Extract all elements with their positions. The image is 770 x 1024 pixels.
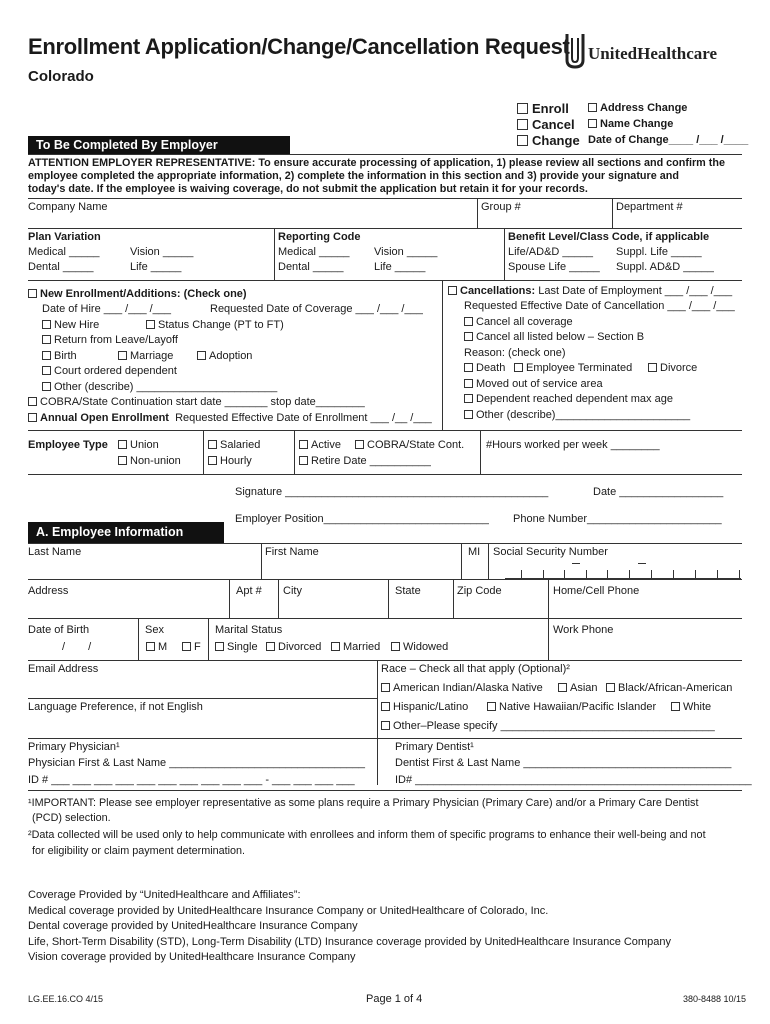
active-checkbox[interactable]: Active <box>299 439 341 451</box>
signature-field[interactable]: Signature ___________________________________________ <box>235 486 549 498</box>
physician-name-field[interactable]: Physician First & Last Name ________________________________ <box>28 757 365 769</box>
zip-field[interactable]: Zip Code <box>457 585 502 597</box>
moved-out-checkbox[interactable]: Moved out of service area <box>464 378 603 390</box>
birth-checkbox[interactable]: Birth <box>42 350 77 362</box>
am-indian-checkbox[interactable]: American Indian/Alaska Native <box>381 682 543 694</box>
emp-terminated-checkbox[interactable]: Employee Terminated <box>514 362 632 374</box>
hourly-checkbox[interactable]: Hourly <box>208 455 252 467</box>
footnote-1: ¹IMPORTANT: Please see employer representative as some plans require a Primary Physician (Primary Care) and/or a Primary Care Dentist <box>28 797 699 809</box>
sex-label: Sex <box>145 624 164 636</box>
rc-medical-field[interactable]: Medical _____ <box>278 246 350 258</box>
name-change-checkbox[interactable]: Name Change <box>588 118 673 130</box>
physician-id-field[interactable]: ID # ___ ___ ___ ___ ___ ___ ___ ___ ___ ___ - ___ ___ ___ ___ <box>28 774 355 786</box>
page-number: Page 1 of 4 <box>366 993 423 1005</box>
new-hire-checkbox[interactable]: New Hire <box>42 319 99 331</box>
dob-field[interactable]: Date of Birth <box>28 624 90 636</box>
court-ordered-checkbox[interactable]: Court ordered dependent <box>42 365 177 377</box>
footnote-2b: for eligibility or claim payment determination. <box>32 845 246 857</box>
attention-text-2: employee completed the appropriate information, 2) complete the information in this section and 3) provide your signature and <box>28 170 679 182</box>
other-specify-checkbox[interactable]: Other–Please specify ___________________________________ <box>381 720 715 732</box>
coverage-line-4: Life, Short-Term Disability (STD), Long-Term Disability (LTD) Insurance coverage provided by UnitedHealthcare Insurance Company <box>28 936 671 948</box>
cancel-checkbox[interactable]: Cancel <box>517 117 575 132</box>
life-add-field[interactable]: Life/AD&D _____ <box>508 246 593 258</box>
company-name-field[interactable]: Company Name <box>28 201 108 213</box>
work-phone-field[interactable]: Work Phone <box>553 624 614 636</box>
address-change-checkbox[interactable]: Address Change <box>588 102 687 114</box>
annual-open-enrollment-checkbox[interactable]: Annual Open Enrollment Requested Effective Date of Enrollment ___ /__ /___ <box>28 412 432 424</box>
married-checkbox[interactable]: Married <box>331 641 380 653</box>
employer-section-bar: To Be Completed By Employer <box>28 136 290 154</box>
new-enrollment-checkbox[interactable]: New Enrollment/Additions: (Check one) <box>28 288 247 300</box>
date-of-change-field[interactable]: Date of Change____ /___ /____ <box>588 134 749 146</box>
rc-life-field[interactable]: Life _____ <box>374 261 426 273</box>
last-name-field[interactable]: Last Name <box>28 546 82 558</box>
suppl-add-field[interactable]: Suppl. AD&D _____ <box>616 261 714 273</box>
city-field[interactable]: City <box>283 585 302 597</box>
rc-vision-field[interactable]: Vision _____ <box>374 246 438 258</box>
plan-variation-label: Plan Variation <box>28 231 101 243</box>
hours-worked-field[interactable]: #Hours worked per week ________ <box>486 439 660 451</box>
change-checkbox[interactable]: Change <box>517 133 580 148</box>
coverage-line-5: Vision coverage provided by UnitedHealthcare Insurance Company <box>28 951 356 963</box>
form-code-right: 380-8488 10/15 <box>683 994 747 1004</box>
spouse-life-field[interactable]: Spouse Life _____ <box>508 261 600 273</box>
return-leave-checkbox[interactable]: Return from Leave/Layoff <box>42 334 178 346</box>
coverage-line-3: Dental coverage provided by UnitedHealthcare Insurance Company <box>28 920 358 932</box>
employee-section-bar: A. Employee Information <box>28 522 224 543</box>
address-field[interactable]: Address <box>28 585 69 597</box>
footnote-1b: (PCD) selection. <box>32 812 111 824</box>
nat-hawaiian-checkbox[interactable]: Native Hawaiian/Pacific Islander <box>487 701 656 713</box>
cancel-all-listed-checkbox[interactable]: Cancel all listed below – Section B <box>464 331 644 343</box>
marriage-checkbox[interactable]: Marriage <box>118 350 173 362</box>
reason-label: Reason: (check one) <box>464 347 566 359</box>
employer-position-field[interactable]: Employer Position___________________________ <box>235 513 489 525</box>
home-cell-phone-field[interactable]: Home/Cell Phone <box>553 585 640 597</box>
retire-date-checkbox[interactable]: Retire Date __________ <box>299 455 431 467</box>
primary-physician-label: Primary Physician¹ <box>28 741 120 753</box>
apt-field[interactable]: Apt # <box>236 585 262 597</box>
reporting-code-label: Reporting Code <box>278 231 361 243</box>
widowed-checkbox[interactable]: Widowed <box>391 641 448 653</box>
sex-f-checkbox[interactable]: F <box>182 641 201 653</box>
divorced-checkbox[interactable]: Divorced <box>266 641 321 653</box>
req-eff-cancel-field[interactable]: Requested Effective Date of Cancellation ___ /___ /___ <box>464 300 735 312</box>
coverage-line-2: Medical coverage provided by UnitedHealthcare Insurance Company or UnitedHealthcare of Colorado, Inc. <box>28 905 549 917</box>
employee-type-label: Employee Type <box>28 439 108 451</box>
attention-text-3: today's date. If the employee is waiving coverage, do not submit the application but retain it for your records. <box>28 183 588 195</box>
brand-name: UnitedHealthcare <box>588 44 718 63</box>
rc-dental-field[interactable]: Dental _____ <box>278 261 344 273</box>
group-number-field[interactable]: Group # <box>481 201 521 213</box>
primary-dentist-label: Primary Dentist¹ <box>395 741 474 753</box>
requested-coverage-date-field[interactable]: Requested Date of Coverage ___ /___ /___ <box>210 303 423 315</box>
dob-slashes: / / <box>62 641 92 653</box>
white-checkbox[interactable]: White <box>671 701 711 713</box>
adoption-checkbox[interactable]: Adoption <box>197 350 252 362</box>
sex-m-checkbox[interactable]: M <box>146 641 167 653</box>
cobra-state-checkbox[interactable]: COBRA/State Cont. <box>355 439 464 451</box>
state-name: Colorado <box>28 68 94 85</box>
race-label: Race – Check all that apply (Optional)² <box>381 663 570 675</box>
mi-field[interactable]: MI <box>468 546 481 558</box>
plan-dental-field[interactable]: Dental _____ <box>28 261 94 273</box>
employer-phone-field[interactable]: Phone Number______________________ <box>513 513 722 525</box>
black-checkbox[interactable]: Black/African-American <box>606 682 732 694</box>
cobra-continuation-checkbox[interactable]: COBRA/State Continuation start date _______ stop date________ <box>28 396 365 408</box>
other-describe-checkbox[interactable]: Other (describe) _______________________ <box>42 381 277 393</box>
first-name-field[interactable]: First Name <box>265 546 319 558</box>
email-field[interactable]: Email Address <box>28 663 99 675</box>
marital-status-label: Marital Status <box>215 624 283 636</box>
divorce-checkbox[interactable]: Divorce <box>648 362 697 374</box>
form-code-left: LG.EE.16.CO 4/15 <box>28 994 104 1004</box>
status-change-checkbox[interactable]: Status Change (PT to FT) <box>146 319 284 331</box>
other-desc2-checkbox[interactable]: Other (describe)______________________ <box>464 409 690 421</box>
date-of-hire-field[interactable]: Date of Hire ___ /___ /___ <box>42 303 172 315</box>
plan-vision-field[interactable]: Vision _____ <box>130 246 194 258</box>
enroll-checkbox[interactable]: Enroll <box>517 101 569 116</box>
coverage-line-1: Coverage Provided by “UnitedHealthcare and Affiliates”: <box>28 889 301 901</box>
footnote-2: ²Data collected will be used only to help communicate with enrollees and inform them of specific programs to enhance their well-being and not <box>28 829 706 841</box>
plan-life-field[interactable]: Life _____ <box>130 261 182 273</box>
cancel-all-coverage-checkbox[interactable]: Cancel all coverage <box>464 316 573 328</box>
dentist-id-field[interactable]: ID# _______________________________________________________ <box>395 774 752 786</box>
union-checkbox[interactable]: Union <box>118 439 159 451</box>
suppl-life-field[interactable]: Suppl. Life _____ <box>616 246 702 258</box>
cancellations-checkbox[interactable]: Cancellations: Last Date of Employment ___ /___ /___ <box>448 285 732 297</box>
attention-text-1: ATTENTION EMPLOYER REPRESENTATIVE: To ensure accurate processing of application, 1) please review all sections and confirm the <box>28 157 725 169</box>
page-title: Enrollment Application/Change/Cancellation Request <box>28 34 570 59</box>
plan-medical-field[interactable]: Medical _____ <box>28 246 100 258</box>
dentist-name-field[interactable]: Dentist First & Last Name __________________________________ <box>395 757 732 769</box>
ssn-label: Social Security Number <box>493 546 608 558</box>
death-checkbox[interactable]: Death <box>464 362 505 374</box>
signature-date-field[interactable]: Date _________________ <box>593 486 724 498</box>
non-union-checkbox[interactable]: Non-union <box>118 455 181 467</box>
benefit-level-label: Benefit Level/Class Code, if applicable <box>508 231 710 243</box>
language-field[interactable]: Language Preference, if not English <box>28 701 203 713</box>
hispanic-checkbox[interactable]: Hispanic/Latino <box>381 701 468 713</box>
uhc-logo-icon <box>564 30 586 73</box>
state-field[interactable]: State <box>395 585 421 597</box>
asian-checkbox[interactable]: Asian <box>558 682 598 694</box>
salaried-checkbox[interactable]: Salaried <box>208 439 260 451</box>
single-checkbox[interactable]: Single <box>215 641 258 653</box>
department-number-field[interactable]: Department # <box>616 201 683 213</box>
dep-max-age-checkbox[interactable]: Dependent reached dependent max age <box>464 393 673 405</box>
